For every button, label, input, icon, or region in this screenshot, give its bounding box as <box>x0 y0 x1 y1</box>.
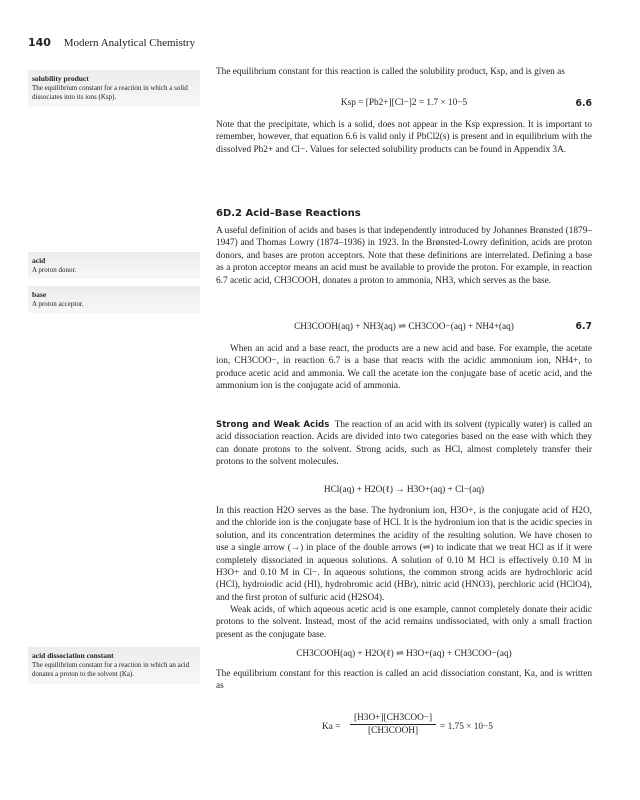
paragraph-3: A useful definition of acids and bases is that independently introduced by Johannes Brønsted (1879–1947) and Thomas Lowry (1874–1936) in 1923. In the Brønsted-Lowry definition, acids are proton donors, and bases are proton acceptors. Note that these definitions are interrelated. Defining a base as a proton acceptor means an acid must be available to provide the proton. For example, in reaction 6.7 acetic acid, CH3COOH, donates a proton to ammonia, NH3, which serves as the base. <box>216 226 592 286</box>
paragraph-1: The equilibrium constant for this reaction is called the solubility product, Ksp, and is given as <box>216 67 565 77</box>
equation-ka-lhs: Ka = <box>322 722 341 732</box>
equation-hcl: HCl(aq) + H2O(ℓ) → H3O+(aq) + Cl−(aq) <box>323 485 485 495</box>
page-header <box>28 36 195 49</box>
equation-ka-fraction <box>350 713 436 736</box>
paragraph-8: The equilibrium constant for this reaction is called an acid dissociation constant, Ka, and is written as <box>216 669 592 692</box>
margin-definition: A proton donor. <box>32 265 77 274</box>
margin-term: solubility product <box>32 74 89 83</box>
margin-note-acid-dissociation-constant <box>28 647 200 684</box>
ka-numerator: [H3O+][CH3COO−] <box>350 713 436 725</box>
equation-6-6: Ksp = [Pb2+][Cl−]2 = 1.7 × 10−5 <box>340 98 468 108</box>
paragraph-7: Weak acids, of which aqueous acetic acid is one example, cannot completely donate their acidic protons to the solvent. Instead, most of the acid remains undissociated, with only a small fraction present as the conjugate base. <box>216 605 592 640</box>
margin-definition: The equilibrium constant for a reaction in which a solid dissociates into its ions (Ksp). <box>32 83 188 101</box>
equation-ka-rhs: = 1.75 × 10−5 <box>440 722 493 732</box>
paragraph-4: When an acid and a base react, the products are a new acid and base. For example, the acetate ion, CH3COO−, in reaction 6.7 is a base that reacts with the acidic ammonium ion, NH4+, to produce acetic acid and ammonia. We call the acetate ion the conjugate base of acetic acid, and the ammonium ion is the conjugate acid of ammonia. <box>216 344 592 392</box>
book-title: Modern Analytical Chemistry <box>63 37 196 49</box>
equation-6-7: CH3COOH(aq) + NH3(aq) ⇌ CH3COO−(aq) + NH4+(aq) <box>294 322 514 332</box>
margin-definition: The equilibrium constant for a reaction in which an acid donates a proton to the solvent (Ka). <box>32 660 190 678</box>
section-title: 6D.2 Acid–Base Reactions <box>216 208 361 219</box>
ka-denominator: [CH3COOH] <box>368 726 419 736</box>
equation-acetic-acid: CH3COOH(aq) + H2O(ℓ) ⇌ H3O+(aq) + CH3COO−(aq) <box>296 649 512 659</box>
margin-definition: A proton acceptor. <box>32 299 84 308</box>
page-number: 140 <box>28 36 51 49</box>
equation-number: 6.7 <box>575 321 592 332</box>
margin-note-acid <box>28 252 200 279</box>
run-in-heading: Strong and Weak Acids <box>216 420 330 430</box>
margin-term: acid <box>32 256 46 265</box>
margin-note-base <box>28 286 200 313</box>
margin-term: base <box>32 290 47 299</box>
margin-term: acid dissociation constant <box>32 651 114 660</box>
paragraph-2: Note that the precipitate, which is a solid, does not appear in the Ksp expression. It is important to remember, however, that equation 6.6 is valid only if PbCl2(s) is present and in equilibrium with the dissolved Pb2+ and Cl−. Values for selected solubility products can be found in Appendix 3A. <box>216 120 592 155</box>
paragraph-5: Strong and Weak Acids The reaction of an acid with its solvent (typically water) is called an acid dissociation reaction. Acids are divided into two categories based on the ease with which they can donate protons to the solvent. Strong acids, such as HCl, almost completely transfer their protons to the solvent molecules. <box>216 420 592 468</box>
paragraph-6: In this reaction H2O serves as the base. The hydronium ion, H3O+, is the conjugate acid of H2O, and the chloride ion is the conjugate base of HCl. It is the hydronium ion that is the acidic species in solution, and its concentration determines the acidity of the resulting solution. We have chosen to use a single arrow (→) in place of the double arrows (⇌) to indicate that we treat HCl as if it were completely dissociated in aqueous solutions. A solution of 0.10 M HCl is effectively 0.10 M in H3O+ and 0.10 M in Cl−. In aqueous solutions, the common strong acids are hydrochloric acid (HCl), hydroiodic acid (HI), hydrobromic acid (HBr), nitric acid (HNO3), perchloric acid (HClO4), and the first proton of sulfuric acid (H2SO4). <box>216 506 592 603</box>
equation-number: 6.6 <box>575 98 592 109</box>
margin-note-solubility-product <box>28 70 200 107</box>
